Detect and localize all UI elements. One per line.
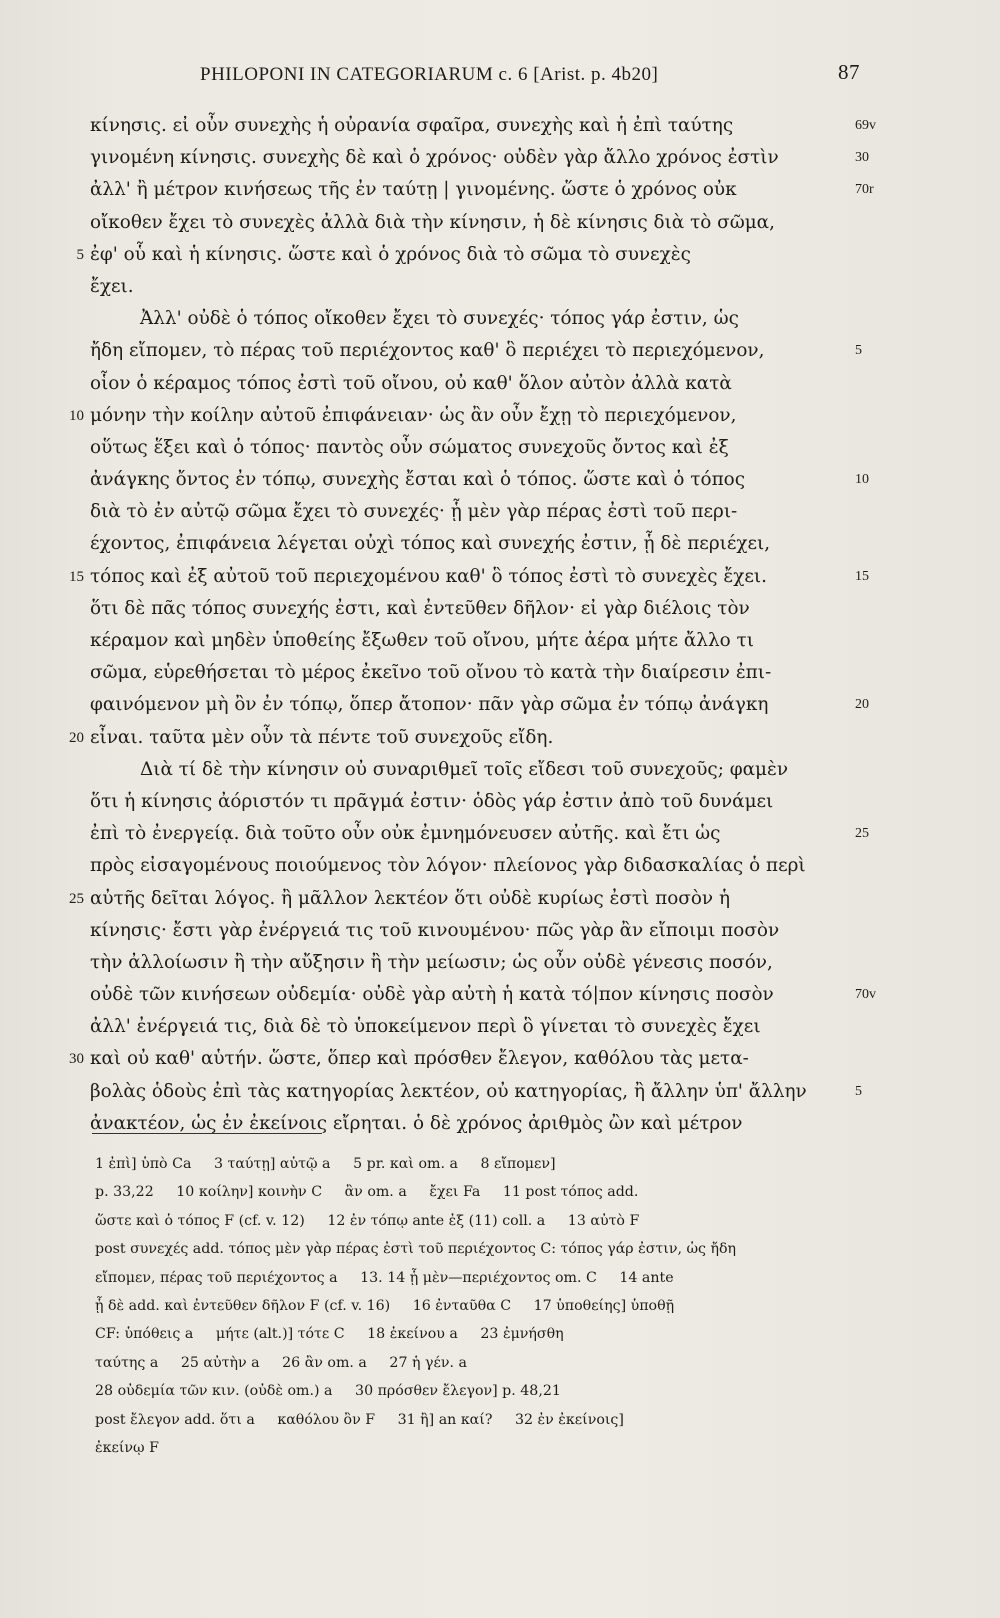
line-text: ἐπὶ τὸ ἐνεργείᾳ. διὰ τοῦτο οὖν οὐκ ἐμνημόνευσεν αὐτῆς. καὶ ἔτι ὡς: [90, 823, 721, 845]
line-number: 15: [69, 568, 84, 585]
line-text: γινομένη κίνησις. συνεχὴς δὲ καὶ ὁ χρόνος· οὐδὲν γὰρ ἄλλο χρόνος ἐστὶν: [90, 147, 779, 169]
line-text: καὶ οὐ καθ' αὑτήν. ὥστε, ὅπερ καὶ πρόσθεν ἔλεγον, καθόλου τὰς μετα-: [90, 1048, 749, 1070]
apparatus-line: εἴπομεν, πέρας τοῦ περιέχοντος a 13. 14 ᾗ μὲν—περιέχοντος om. C 14 ante: [95, 1269, 674, 1286]
margin-reference: 70r: [855, 182, 874, 198]
text-line: [90, 625, 850, 657]
apparatus-line: ἐκείνῳ F: [95, 1439, 159, 1456]
line-text: ἔχει.: [90, 275, 134, 297]
apparatus-line: post ἔλεγον add. ὅτι a καθόλου ὂν F 31 ἢ] an καί? 32 ἐν ἐκείνοις]: [95, 1411, 624, 1428]
apparatus-line: ᾗ δὲ add. καὶ ἐντεῦθεν δῆλον F (cf. v. 16) 16 ἐνταῦθα C 17 ὑποθείης] ὑποθῇ: [95, 1297, 675, 1314]
line-number: 25: [69, 890, 84, 907]
apparatus-line: ὥστε καὶ ὁ τόπος F (cf. v. 12) 12 ἐν τόπῳ ante ἐξ (11) coll. a 13 αὐτὸ F: [95, 1212, 640, 1229]
line-text: κίνησις. εἰ οὖν συνεχὴς ἡ οὐρανία σφαῖρα, συνεχὴς καὶ ἡ ἐπὶ ταύτης: [90, 115, 734, 136]
line-text: κέραμον καὶ μηδὲν ὑποθείης ἔξωθεν τοῦ οἴνου, μήτε ἀέρα μήτε ἄλλο τι: [90, 630, 754, 651]
line-text: ἀλλ' ἐνέργειά τις, διὰ δὲ τὸ ὑποκείμενον περὶ ὃ γίνεται τὸ συνεχὲς ἔχει: [90, 1016, 761, 1038]
line-text: εἶναι. ταῦτα μὲν οὖν τὰ πέντε τοῦ συνεχοῦς εἴδη.: [90, 726, 554, 748]
text-line: [69, 561, 869, 593]
line-text: κίνησις· ἔστι γὰρ ἐνέργειά τις τοῦ κινουμένου· πῶς γὰρ ἂν εἴποιμι ποσὸν: [90, 919, 780, 941]
text-line: [90, 593, 850, 625]
line-text: ἀλλ' ἢ μέτρον κινήσεως τῆς ἐν ταύτῃ | γινομένης. ὥστε ὁ χρόνος οὐκ: [90, 179, 737, 201]
apparatus-line: 28 οὐδεμία τῶν κιν. (οὐδὲ om.) a 30 πρόσθεν ἔλεγον] p. 48,21: [95, 1383, 561, 1400]
line-text: ἤδη εἴπομεν, τὸ πέρας τοῦ περιέχοντος καθ' ὃ περιέχει τὸ περιεχόμενον,: [90, 340, 765, 362]
line-text: μόνην τὴν κοίλην αὐτοῦ ἐπιφάνειαν· ὡς ἂν οὖν ἔχῃ τὸ περιεχόμενον,: [90, 404, 737, 426]
line-number: 20: [69, 729, 84, 746]
text-line: [90, 1108, 850, 1140]
footnote-rule: [92, 1133, 322, 1134]
apparatus-line: 1 ἐπὶ] ὑπὸ Ca 3 ταύτῃ] αὐτῷ a 5 pr. καὶ om. a 8 εἴπομεν]: [95, 1156, 556, 1172]
line-number: 30: [69, 1051, 84, 1068]
text-line: [90, 528, 850, 560]
text-line: [90, 915, 850, 947]
line-text: οὐδὲ τῶν κινήσεων οὐδεμία· οὐδὲ γὰρ αὐτὴ ἡ κατὰ τό|πον κίνησις ποσὸν: [90, 984, 774, 1006]
line-text: ὅτι ἡ κίνησις ἀόριστόν τι πρᾶγμά ἐστιν· ὁδὸς γάρ ἐστιν ἀπὸ τοῦ δυνάμει: [90, 790, 774, 812]
text-line: [90, 368, 850, 400]
line-text: πρὸς εἰσαγομένους ποιούμενος τὸν λόγον· πλείονος γὰρ διδασκαλίας ὁ περὶ: [90, 855, 806, 877]
text-line: [90, 850, 850, 882]
line-number: 5: [76, 246, 84, 263]
line-number: 10: [69, 407, 84, 424]
line-text: οἴκοθεν ἔχει τὸ συνεχὲς ἀλλὰ διὰ τὴν κίνησιν, ἡ δὲ κίνησις διὰ τὸ σῶμα,: [90, 211, 775, 233]
margin-reference: 5: [855, 1083, 862, 1099]
text-line: [90, 979, 876, 1011]
text-line: [90, 303, 850, 335]
line-text: ἐφ' οὗ καὶ ἡ κίνησις. ὥστε καὶ ὁ χρόνος διὰ τὸ σῶμα τὸ συνεχὲς: [90, 243, 691, 265]
main-text: [69, 110, 876, 1140]
margin-reference: 5: [855, 343, 862, 359]
text-line: [90, 818, 869, 850]
line-text: οὕτως ἕξει καὶ ὁ τόπος· παντὸς οὖν σώματος συνεχοῦς ὄντος καὶ ἐξ: [90, 436, 729, 458]
line-text: ὅτι δὲ πᾶς τόπος συνεχής ἐστι, καὶ ἐντεῦθεν δῆλον· εἰ γὰρ διέλοις τὸν: [90, 597, 750, 619]
line-text: Διὰ τί δὲ τὴν κίνησιν οὐ συναριθμεῖ τοῖς εἴδεσι τοῦ συνεχοῦς; φαμὲν: [140, 758, 789, 780]
apparatus-line: CF: ὑπόθεις a μήτε (alt.)] τότε C 18 ἐκείνου a 23 ἐμνήσθη: [95, 1326, 564, 1343]
line-text: τόπος καὶ ἐξ αὐτοῦ τοῦ περιεχομένου καθ' ὃ τόπος ἐστὶ τὸ συνεχὲς ἔχει.: [90, 565, 767, 587]
critical-apparatus: [95, 1150, 855, 1462]
line-text: φαινόμενον μὴ ὂν ἐν τόπῳ, ὅπερ ἄτοπον· πᾶν γὰρ σῶμα ἐν τόπῳ ἀνάγκη: [90, 694, 769, 716]
line-text: οἷον ὁ κέραμος τόπος ἐστὶ τοῦ οἴνου, οὐ καθ' ὅλον αὐτὸν ἀλλὰ κατὰ: [90, 372, 732, 394]
page-number: 87: [838, 60, 860, 84]
text-line: [90, 271, 850, 303]
text-line: [90, 947, 850, 979]
margin-reference: 10: [855, 472, 869, 488]
text-line: [90, 207, 850, 239]
text-line: [90, 142, 869, 174]
line-text: ἀνάγκης ὄντος ἐν τόπῳ, συνεχὴς ἔσται καὶ ὁ τόπος. ὥστε καὶ ὁ τόπος: [90, 469, 746, 491]
text-line: [90, 174, 874, 206]
text-line: [90, 464, 869, 496]
margin-reference: 69v: [855, 118, 876, 133]
margin-reference: 70v: [855, 987, 876, 1003]
text-line: [90, 496, 850, 528]
text-line: [69, 400, 850, 432]
text-line: [90, 754, 850, 786]
line-text: ἀνακτέον, ὡς ἐν ἐκείνοις εἴρηται. ὁ δὲ χρόνος ἀριθμὸς ὢν καὶ μέτρον: [90, 1112, 743, 1134]
apparatus-line: post συνεχές add. τόπος μὲν γὰρ πέρας ἐστὶ τοῦ περιέχοντος C: τόπος γάρ ἐστιν, ὡς ἤδη: [95, 1241, 737, 1258]
text-line: [90, 786, 850, 818]
line-text: διὰ τὸ ἐν αὐτῷ σῶμα ἔχει τὸ συνεχές· ᾗ μὲν γὰρ πέρας ἐστὶ τοῦ περι-: [90, 501, 738, 523]
text-line: [90, 657, 850, 689]
line-text: τὴν ἀλλοίωσιν ἢ τὴν αὔξησιν ἢ τὴν μείωσιν; ὡς οὖν οὐδὲ γένεσις ποσόν,: [90, 951, 773, 973]
text-line: [90, 335, 862, 367]
text-line: [90, 110, 876, 142]
running-title: PHILOPONI IN CATEGORIARUM c. 6 [Arist. p. 4b20]: [200, 64, 659, 85]
text-line: [69, 1043, 850, 1075]
line-text: Ἀλλ' οὐδὲ ὁ τόπος οἴκοθεν ἔχει τὸ συνεχές· τόπος γάρ ἐστιν, ὡς: [140, 308, 739, 330]
line-text: βολὰς ὁδοὺς ἐπὶ τὰς κατηγορίας λεκτέον, οὐ κατηγορίας, ἢ ἄλλην ὑπ' ἄλλην: [90, 1080, 807, 1102]
text-line: [69, 722, 850, 754]
margin-reference: 30: [855, 150, 869, 166]
text-line: [69, 883, 850, 915]
margin-reference: 15: [855, 568, 869, 584]
line-text: έχοντος, ἐπιφάνεια λέγεται οὐχὶ τόπος καὶ συνεχής ἐστιν, ᾗ δὲ περιέχει,: [90, 533, 771, 555]
line-text: σῶμα, εὑρεθήσεται τὸ μέρος ἐκεῖνο τοῦ οἴνου τὸ κατὰ τὴν διαίρεσιν ἐπι-: [90, 662, 772, 684]
apparatus-line: p. 33,22 10 κοίλην] κοινὴν C ἂν om. a ἔχει Fa 11 post τόπος add.: [95, 1184, 639, 1201]
text-line: [90, 432, 850, 464]
text-line: [90, 1076, 862, 1108]
line-text: αὐτῆς δεῖται λόγος. ἢ μᾶλλον λεκτέον ὅτι οὐδὲ κυρίως ἐστὶ ποσὸν ἡ: [90, 887, 730, 909]
text-line: [76, 239, 850, 271]
margin-reference: 25: [855, 826, 869, 842]
apparatus-line: ταύτης a 25 αὐτὴν a 26 ἂν om. a 27 ἡ γέν. a: [95, 1354, 467, 1371]
text-line: [90, 689, 869, 721]
margin-reference: 20: [855, 697, 869, 713]
text-line: [90, 1011, 850, 1043]
